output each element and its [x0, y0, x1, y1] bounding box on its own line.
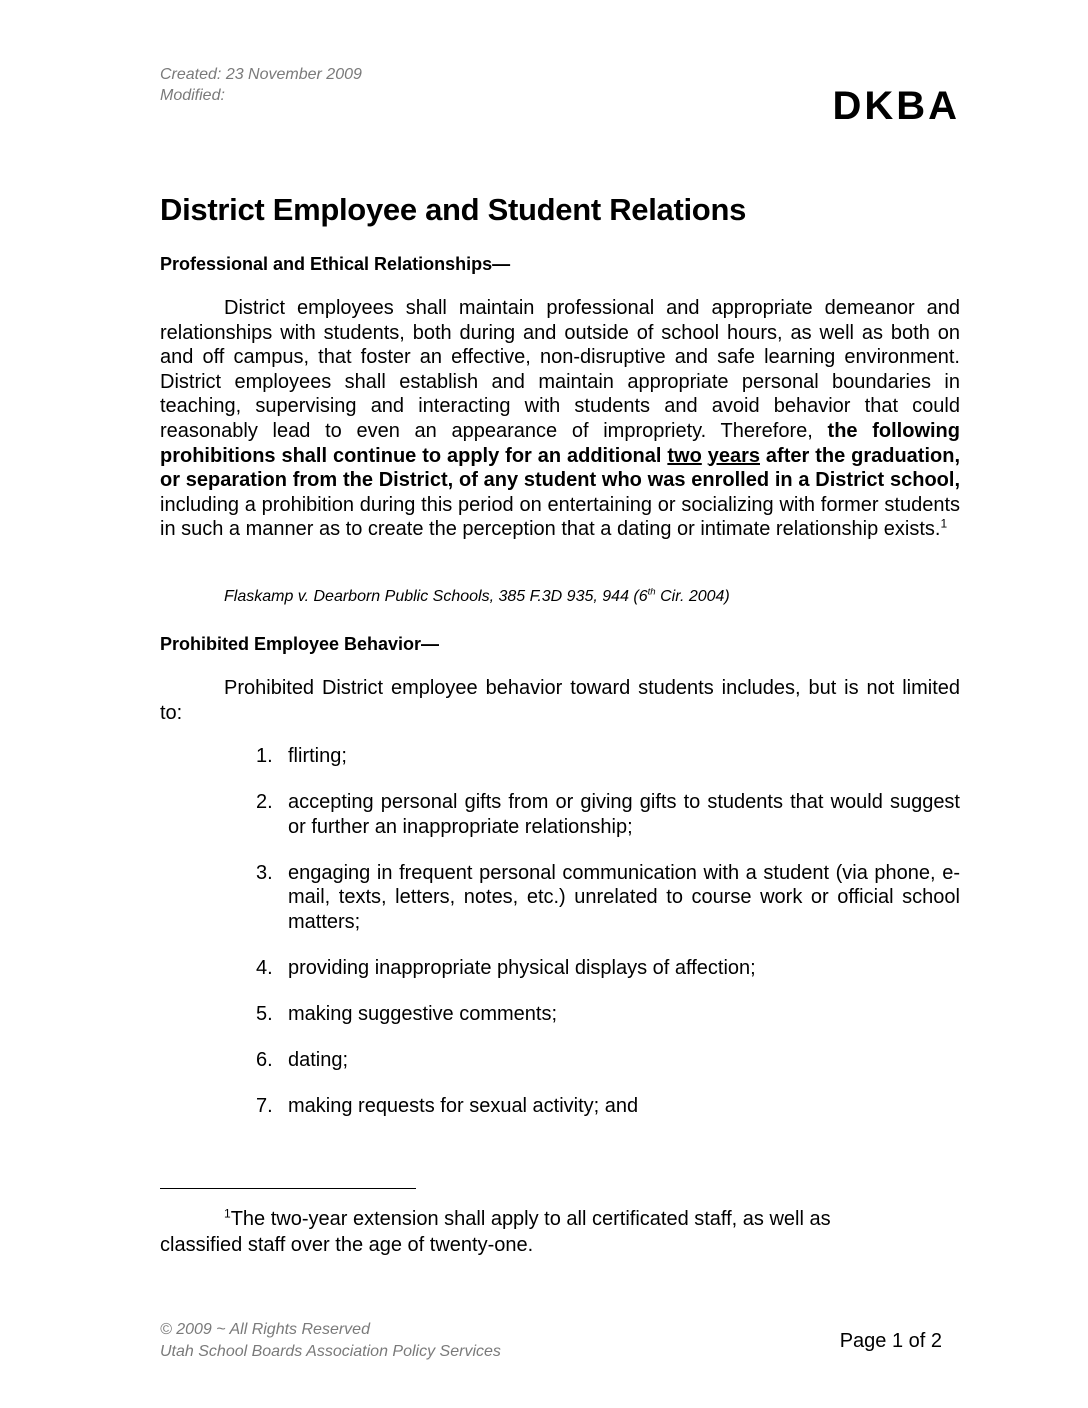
paragraph-text-2: including a prohibition during this period on entertaining or socializing with former students in such a manner as to create the perception that a dating or intimate relationship exists.	[160, 493, 960, 541]
publisher-text: Utah School Boards Association Policy Services	[160, 1343, 501, 1360]
policy-code: DKBA	[832, 84, 960, 128]
footnote-reference: 1	[940, 516, 948, 531]
list-item-number: 7.	[256, 1094, 273, 1117]
footnote-marker: 1	[224, 1206, 231, 1221]
list-item	[256, 1094, 960, 1119]
list-item	[256, 790, 960, 839]
modified-date: Modified:	[160, 87, 225, 104]
list-item	[256, 956, 960, 981]
list-item-number: 4.	[256, 956, 273, 979]
paragraph-bold-text: the following prohibitions shall continue to apply for an additional	[160, 419, 960, 467]
footnote	[160, 1206, 900, 1258]
list-item-number: 6.	[256, 1048, 273, 1071]
list-item-text: flirting;	[288, 745, 347, 767]
list-item	[256, 1048, 960, 1073]
footnote-divider	[160, 1188, 416, 1189]
list-item	[256, 861, 960, 935]
list-item-text: making requests for sexual activity; and	[288, 1094, 639, 1117]
section-paragraph-professional	[160, 296, 960, 542]
list-item-number: 3.	[256, 861, 273, 884]
list-item-number: 5.	[256, 1002, 273, 1025]
copyright-text: © 2009 ~ All Rights Reserved	[160, 1321, 370, 1338]
created-date: Created: 23 November 2009	[160, 66, 362, 83]
intro-text: Prohibited District employee behavior toward students includes, but is not limited to:	[160, 677, 960, 724]
list-item-text: making suggestive comments;	[288, 1002, 558, 1025]
underlined-years: years	[707, 444, 760, 467]
citation-superscript: th	[647, 586, 656, 598]
footnote-text: The two-year extension shall apply to all certificated staff, as well as classified staff over the age of twenty-one.	[160, 1208, 831, 1256]
underlined-two: two	[667, 444, 702, 467]
list-item	[256, 1002, 960, 1027]
prohibited-behavior-list	[256, 744, 960, 1140]
page-number: Page 1 of 2	[839, 1330, 942, 1352]
legal-citation	[224, 588, 730, 606]
list-item-text: providing inappropriate physical displays of affection;	[288, 956, 756, 979]
list-item-text: dating;	[288, 1048, 349, 1071]
page-title: District Employee and Student Relations	[160, 192, 747, 227]
list-item-number: 1.	[256, 745, 273, 767]
citation-text: Flaskamp v. Dearborn Public Schools, 385 F.3D 935, 944 (6	[224, 588, 648, 605]
citation-text-end: Cir. 2004)	[655, 588, 730, 605]
list-item	[256, 744, 960, 769]
section-heading-professional: Professional and Ethical Relationships—	[160, 254, 511, 274]
section-intro-prohibited	[160, 676, 960, 725]
section-heading-prohibited: Prohibited Employee Behavior—	[160, 634, 440, 654]
document-meta	[160, 64, 362, 106]
list-item-number: 2.	[256, 790, 273, 813]
paragraph-bold-text-2: after the graduation, or separation from the District, of any student who was enrolled in a District school,	[160, 444, 960, 492]
list-item-text: engaging in frequent personal communication with a student (via phone, e-mail, texts, letters, notes, etc.) unrelated to course work or official school matters;	[288, 861, 960, 933]
paragraph-text: District employees shall maintain professional and appropriate demeanor and relationships with students, both during and outside of school hours, as well as both on and off campus, that foster an effective, non-disruptive and safe learning environment. District employees shall establish and maintain appropriate personal boundaries in teaching, supervising and interacting with students and avoid behavior that could reasonably lead to even an appearance of impropriety. Therefore,	[160, 297, 960, 442]
footer-left	[160, 1319, 501, 1363]
list-item-text: accepting personal gifts from or giving gifts to students that would suggest or further an inappropriate relationship;	[288, 790, 960, 838]
